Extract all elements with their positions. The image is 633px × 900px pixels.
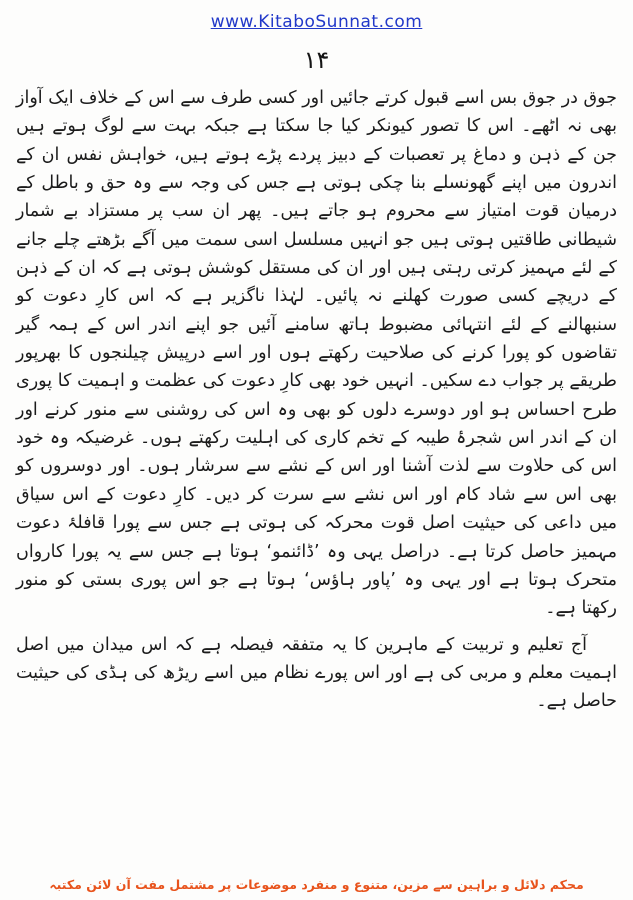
body-text	[0, 80, 633, 716]
paragraph-closing: آج تعلیم و تربیت کے ماہرین کا یہ متفقہ فیصلہ ہے کہ اس میدان میں اصل اہمیت معلم و مربی کی ہے اور اس پورے نظام میں اسے ریڑھ کی ہڈی کی حیثیت حاصل ہے۔	[16, 634, 617, 712]
footer-watermark: محکم دلائل و براہین سے مزین، متنوع و منفرد موضوعات پر مشتمل مفت آن لائن مکتبہ	[49, 877, 584, 892]
paragraph-main: جوق در جوق بس اسے قبول کرتے جائیں اور کسی طرف سے اس کے خلاف ایک آواز بھی نہ اٹھے۔ اس کا تصور کیونکر کیا جا سکتا ہے جبکہ بہت سے لوگ ہوتے ہیں جن کے ذہن و دماغ پر تعصبات کے دبیز پردے پڑے ہوتے ہیں، خواہش نفس ان کے اندرون میں اپنے گھونسلے بنا چکی ہوتی ہے جس کی وجہ سے وہ حق و باطل کے درمیان قوت امتیاز سے محروم ہو جاتے ہیں۔ پھر ان سب پر مستزاد بے شمار شیطانی طاقتیں ہوتی ہیں جو انہیں مسلسل اسی سمت میں آگے بڑھتے چلے جانے کے لئے مہمیز کرتی رہتی ہیں اور ان کی مستقل کوشش ہوتی ہے کہ ان کے ذہن کے دریچے کسی صورت کھلنے نہ پائیں۔ لہٰذا ناگزیر ہے کہ اس کارِ دعوت کو سنبھالنے کے لئے انتہائی مضبوط ہاتھ سامنے آئیں جو اپنے اندر اس کے ہمہ گیر تقاضوں کو پورا کرنے کی صلاحیت رکھتے ہوں اور اسے درپیش چیلنجوں کا بھرپور طریقے پر جواب دے سکیں۔ انہیں خود بھی کارِ دعوت کی عظمت و اہمیت کا پوری طرح احساس ہو اور دوسرے دلوں کو بھی وہ اس کی روشنی سے منور کرنے اور ان کے اندر اس شجرۂ طیبہ کے تخم کاری کی اہلیت رکھتے ہوں۔ غرضیکہ وہ خود اس کی حلاوت سے لذت آشنا اور اس کے نشے سے سرشار ہوں۔ اور دوسروں کو بھی اس سے شاد کام اور اس نشے سے سرت کر دیں۔ کارِ دعوت کے اس سیاق میں داعی کی حیثیت اصل قوت محرکہ کی ہوتی ہے جس سے پورا قافلۂ دعوت مہمیز حاصل کرتا ہے۔ دراصل یہی وہ ’ڈائنمو‘ ہوتا ہے جس سے یہ پورا کارواں متحرک ہوتا ہے اور یہی وہ ’پاور ہاؤس‘ ہوتا ہے جو اس پوری بستی کو منور رکھتا ہے۔	[16, 88, 617, 619]
page-number: ۱۴	[303, 46, 330, 74]
site-url-link[interactable]: www.KitaboSunnat.com	[210, 12, 423, 32]
page-header	[0, 0, 633, 32]
